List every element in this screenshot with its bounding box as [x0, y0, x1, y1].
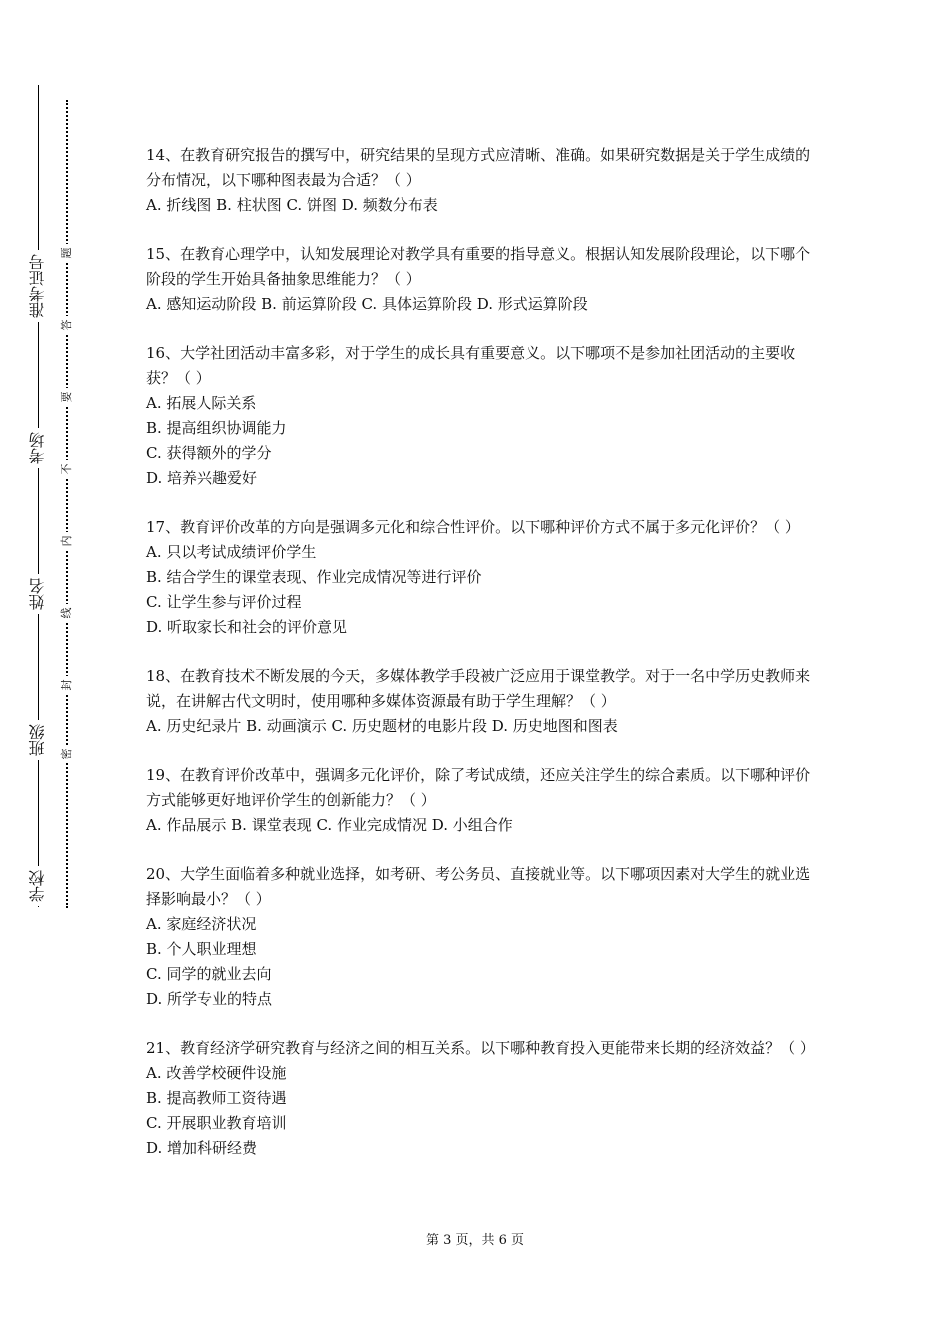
option-a: A. 只以考试成绩评价学生 [146, 543, 317, 561]
seal-char-bu: 不 [58, 460, 76, 478]
question-16 [146, 341, 822, 491]
school-label: 学校 [21, 866, 55, 906]
question-text: 15、在教育心理学中，认知发展理论对教学具有重要的指导意义。根据认知发展阶段理论，以下哪个阶段的学生开始具备抽象思维能力？（ ） [146, 245, 811, 288]
question-14 [146, 143, 822, 218]
option-b: B. 结合学生的课堂表现、作业完成情况等进行评价 [146, 568, 482, 586]
option-c: C. 获得额外的学分 [146, 444, 272, 462]
seal-char-ti: 题 [58, 244, 76, 262]
question-text: 20、大学生面临着多种就业选择，如考研、考公务员、直接就业等。以下哪项因素对大学生的就业选择影响最小？（ ） [146, 865, 811, 908]
question-21 [146, 1036, 822, 1161]
binding-dotted-line [66, 100, 68, 908]
question-15 [146, 242, 822, 317]
option-a: A. 拓展人际关系 [146, 394, 257, 412]
question-text: 16、大学社团活动丰富多彩，对于学生的成长具有重要意义。以下哪项不是参加社团活动的主要收获？（ ） [146, 344, 796, 387]
option-c: C. 让学生参与评价过程 [146, 593, 302, 611]
exam-room-label: 考场 [21, 428, 55, 468]
binding-solid-line [38, 85, 39, 907]
question-text: 18、在教育技术不断发展的今天，多媒体教学手段被广泛应用于课堂教学。对于一名中学历史教师来说，在讲解古代文明时，使用哪种多媒体资源最有助于学生理解？（ ） [146, 667, 811, 710]
question-19 [146, 763, 822, 838]
question-options: A. 感知运动阶段 B. 前运算阶段 C. 具体运算阶段 D. 形式运算阶段 [146, 295, 588, 313]
option-b: B. 提高组织协调能力 [146, 419, 287, 437]
class-label: 班级 [21, 720, 55, 760]
question-text: 21、教育经济学研究教育与经济之间的相互关系。以下哪种教育投入更能带来长期的经济效益？（ ） [146, 1039, 815, 1057]
option-c: C. 同学的就业去向 [146, 965, 272, 983]
option-a: A. 家庭经济状况 [146, 915, 257, 933]
option-d: D. 所学专业的特点 [146, 990, 273, 1008]
seal-char-da: 答 [58, 316, 76, 334]
exam-number-label: 准考证号 [21, 250, 55, 322]
question-options: A. 折线图 B. 柱状图 C. 饼图 D. 频数分布表 [146, 196, 438, 214]
seal-char-yao: 要 [58, 388, 76, 406]
option-b: B. 个人职业理想 [146, 940, 257, 958]
option-d: D. 增加科研经费 [146, 1139, 258, 1157]
option-c: C. 开展职业教育培训 [146, 1114, 287, 1132]
seal-char-nei: 内 [58, 532, 76, 550]
question-list [146, 143, 822, 1185]
question-options: A. 作品展示 B. 课堂表现 C. 作业完成情况 D. 小组合作 [146, 816, 513, 834]
option-a: A. 改善学校硬件设施 [146, 1064, 287, 1082]
option-d: D. 培养兴趣爱好 [146, 469, 258, 487]
question-options: A. 历史纪录片 B. 动画演示 C. 历史题材的电影片段 D. 历史地图和图表 [146, 717, 618, 735]
name-label: 姓名 [21, 574, 55, 614]
seal-char-xian: 线 [58, 604, 76, 622]
seal-char-feng: 封 [58, 676, 76, 694]
page-footer: 第 3 页，共 6 页 [425, 1233, 525, 1248]
option-d: D. 听取家长和社会的评价意见 [146, 618, 348, 636]
question-text: 19、在教育评价改革中，强调多元化评价，除了考试成绩，还应关注学生的综合素质。以下哪种评价方式能够更好地评价学生的创新能力？（ ） [146, 766, 811, 809]
binding-margin [0, 0, 120, 1344]
question-17 [146, 515, 822, 640]
seal-char-mi: 密 [58, 745, 76, 763]
question-text: 17、教育评价改革的方向是强调多元化和综合性评价。以下哪种评价方式不属于多元化评价？（ ） [146, 518, 800, 536]
option-b: B. 提高教师工资待遇 [146, 1089, 287, 1107]
question-20 [146, 862, 822, 1012]
question-text: 14、在教育研究报告的撰写中，研究结果的呈现方式应清晰、准确。如果研究数据是关于学生成绩的分布情况，以下哪种图表最为合适？（ ） [146, 146, 811, 189]
question-18 [146, 664, 822, 739]
